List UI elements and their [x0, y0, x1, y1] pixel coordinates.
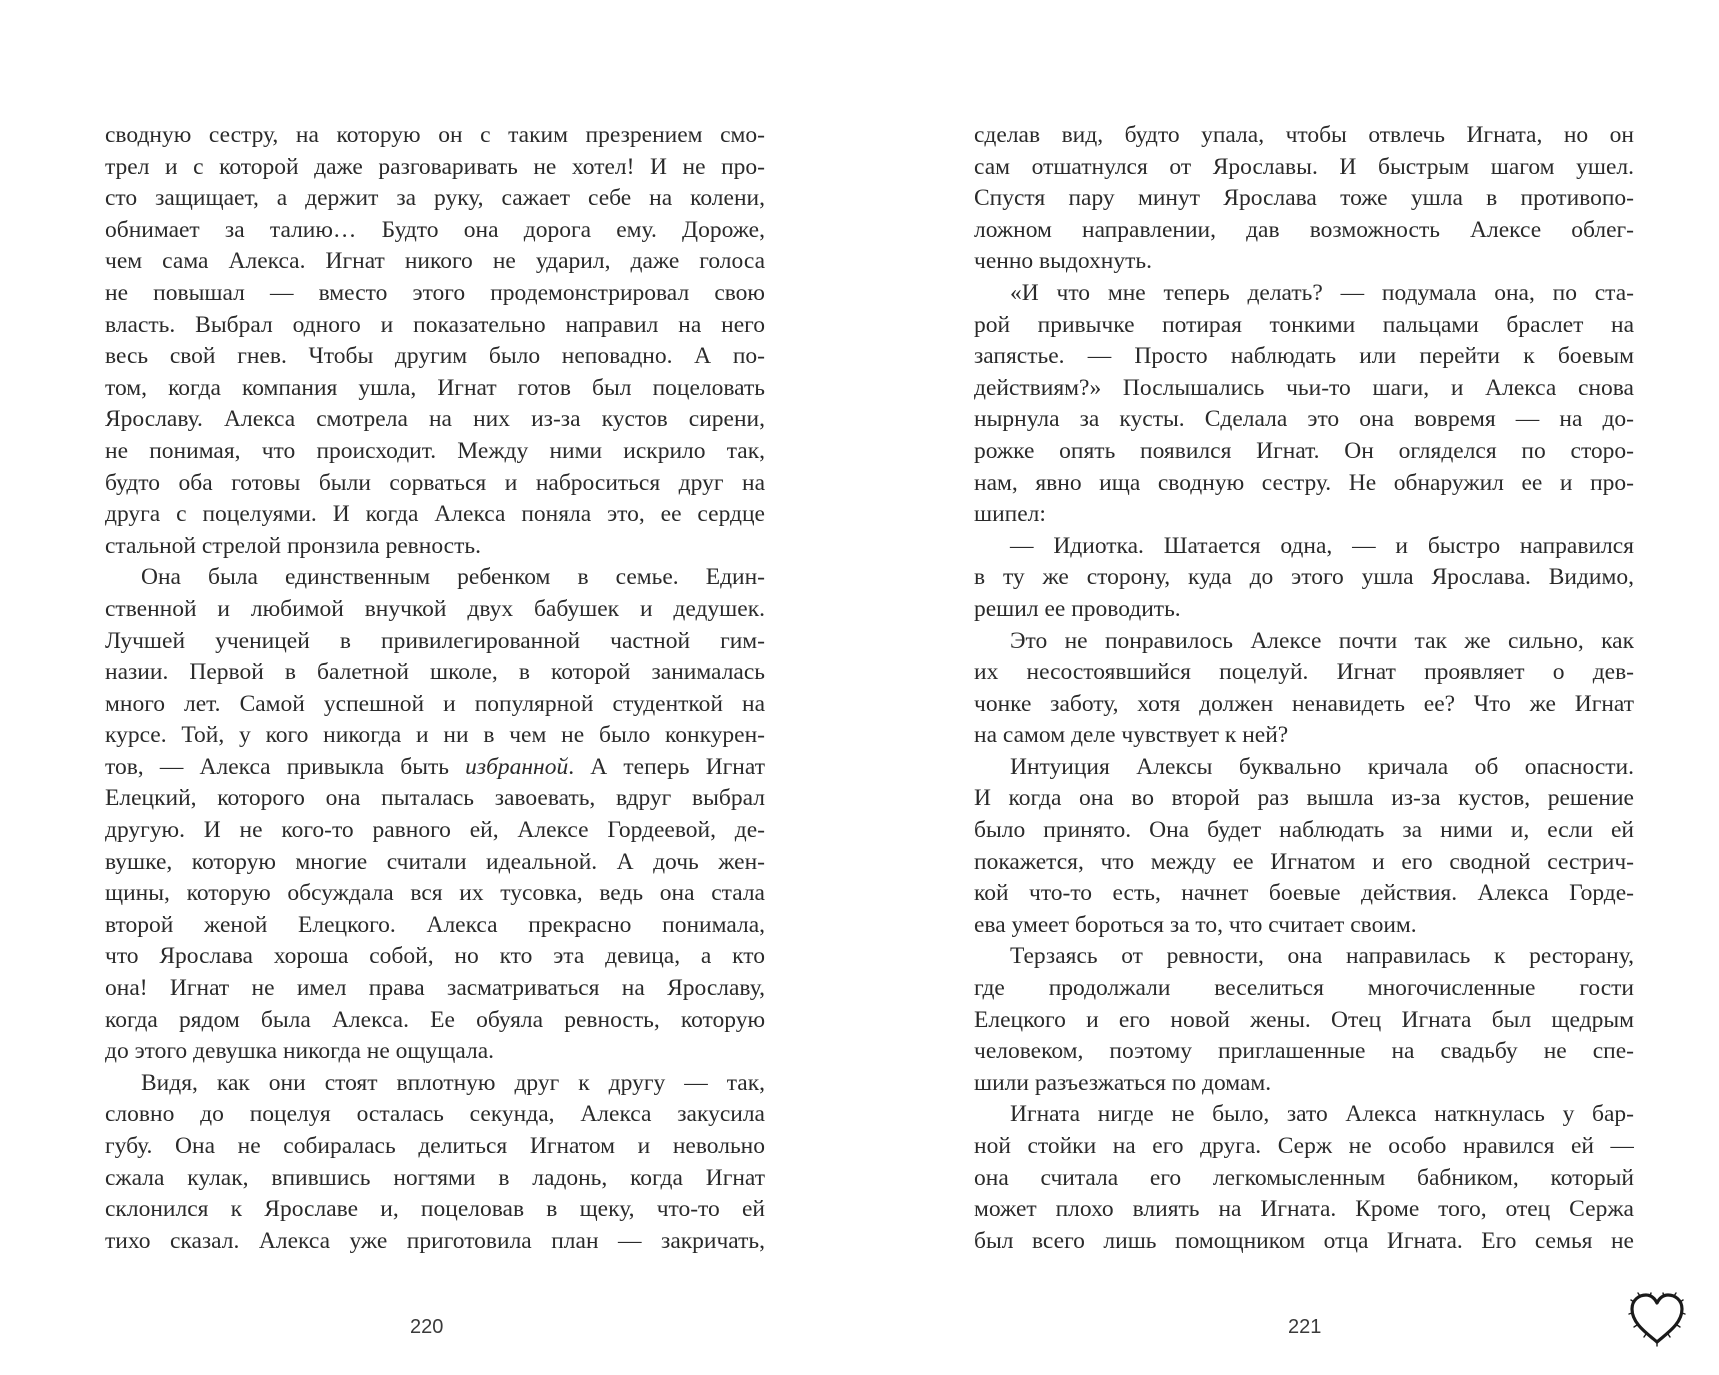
- text-line: назии. Первой в балетной школе, в которой занималась: [105, 659, 765, 686]
- text-line: запястье. — Просто наблюдать или перейти к боевым: [974, 343, 1634, 370]
- text-line: Елецкий, которого она пыталась завоевать, вдруг выбрал: [105, 785, 765, 812]
- text-line: Игната нигде не было, зато Алекса наткнулась у бар-: [1010, 1101, 1634, 1128]
- text-line: Она была единственным ребенком в семье. Един-: [141, 564, 765, 591]
- text-line: что Ярослава хороша собой, но кто эта девица, а кто: [105, 943, 765, 970]
- text-line: друга с поцелуями. И когда Алекса поняла это, ее сердце: [105, 501, 765, 528]
- text-line: нырнула за кусты. Сделала это она вовремя — на до-: [974, 406, 1634, 433]
- text-line: шили разъезжаться по домам.: [974, 1069, 1272, 1096]
- text-line: курсе. Той, у кого никогда и ни в чем не было конкурен-: [105, 722, 765, 749]
- text-line: где продолжали веселиться многочисленные гости: [974, 975, 1634, 1002]
- text-line: вушке, которую многие считали идеальной. А дочь жен-: [105, 848, 765, 875]
- text-line: ева умеет бороться за то, что считает своим.: [974, 911, 1417, 938]
- text-line: рожке опять появился Игнат. Он огляделся по сторо-: [974, 437, 1634, 464]
- text-line: их несостоявшийся поцелуй. Игнат проявляет о дев-: [974, 659, 1634, 686]
- right-page-text: [974, 120, 1634, 1257]
- text-line: щины, которую обсуждала вся их тусовка, ведь она стала: [105, 880, 765, 907]
- text-line: действиям?» Послышались чьи-то шаги, и Алекса снова: [974, 374, 1634, 401]
- text-line: обнимает за талию… Будто она дорога ему. Дороже,: [105, 216, 765, 243]
- text-line: она! Игнат не имел права засматриваться на Ярославу,: [105, 975, 765, 1002]
- text-line: Видя, как они стоят вплотную друг к другу — так,: [141, 1069, 765, 1096]
- text-line: чонке заботу, хотя должен ненавидеть ее? Что же Игнат: [974, 690, 1634, 717]
- text-line: шипел:: [974, 501, 1046, 528]
- text-line: ственной и любимой внучкой двух бабушек и дедушек.: [105, 595, 765, 622]
- text-line: рой привычке потирая тонкими пальцами браслет на: [974, 311, 1634, 338]
- right-page: [860, 0, 1719, 1375]
- text-line: был всего лишь помощником отца Игната. Его семья не: [974, 1227, 1634, 1254]
- text-line: том, когда компания ушла, Игнат готов был поцеловать: [105, 374, 765, 401]
- page-number: 220: [410, 1316, 444, 1338]
- text-line: покажется, что между ее Игнатом и его сводной сестрич-: [974, 848, 1634, 875]
- text-line: Лучшей ученицей в привилегированной частной гим-: [105, 627, 765, 654]
- text-line: в ту же сторону, куда до этого ушла Ярослава. Видимо,: [974, 564, 1634, 591]
- text-line: Это не понравилось Алексе почти так же сильно, как: [1010, 627, 1634, 654]
- text-line: до этого девушка никогда не ощущала.: [105, 1038, 495, 1065]
- text-line: не повышал — вместо этого продемонстрировал свою: [105, 279, 765, 306]
- text-line: второй женой Елецкого. Алекса прекрасно понимала,: [105, 911, 765, 938]
- text-line: сто защищает, а держит за руку, сажает себе на колени,: [105, 185, 765, 212]
- text-line: Елецкого и его новой жены. Отец Игната был щедрым: [974, 1006, 1634, 1033]
- text-line: чем сама Алекса. Игнат никого не ударил, даже голоса: [105, 248, 765, 275]
- text-line: нам, явно ища сводную сестру. Не обнаружил ее и про-: [974, 469, 1634, 496]
- text-line: Ярославу. Алекса смотрела на них из-за кустов сирени,: [105, 406, 765, 433]
- text-line: может плохо влиять на Игната. Кроме того, отец Сержа: [974, 1196, 1634, 1223]
- text-line: весь свой гнев. Чтобы другим было неповадно. А по-: [105, 343, 765, 370]
- text-line: «И что мне теперь делать? — подумала она, по ста-: [1010, 279, 1634, 306]
- text-line: было принято. Она будет наблюдать за ними и, если ей: [974, 817, 1634, 844]
- text-line: она считала его легкомысленным бабником, который: [974, 1164, 1634, 1191]
- text-line: трел и с которой даже разговаривать не хотел! И не про-: [105, 153, 765, 180]
- text-line: власть. Выбрал одного и показательно направил на него: [105, 311, 765, 338]
- text-line: Интуиция Алексы буквально кричала об опасности.: [1010, 753, 1634, 780]
- text-line: человеком, поэтому приглашенные на свадьбу не спе-: [974, 1038, 1634, 1065]
- text-line: будто оба готовы были сорваться и наброситься друг на: [105, 469, 765, 496]
- text-line: сделав вид, будто упала, чтобы отвлечь Игната, но он: [974, 122, 1634, 148]
- text-line: ченно выдохнуть.: [974, 248, 1152, 275]
- text-line: [105, 752, 765, 784]
- text-segment: . А теперь Игнат: [568, 753, 765, 780]
- text-line: сводную сестру, на которую он с таким презрением смо-: [105, 122, 765, 148]
- text-line: И когда она во второй раз вышла из-за кустов, решение: [974, 785, 1634, 812]
- heart-outline-icon: [1626, 1288, 1688, 1350]
- text-line: сжала кулак, впившись ногтями в ладонь, когда Игнат: [105, 1164, 765, 1191]
- page-number: 221: [1288, 1316, 1322, 1338]
- italic-word: избранной: [465, 753, 569, 780]
- text-line: Терзаясь от ревности, она направилась к ресторану,: [1010, 943, 1634, 970]
- text-line: кой что-то есть, начнет боевые действия. Алекса Горде-: [974, 880, 1634, 907]
- text-line: ной стойки на его друга. Серж не особо нравился ей —: [974, 1133, 1634, 1159]
- text-line: сам отшатнулся от Ярославы. И быстрым шагом ушел.: [974, 153, 1634, 180]
- text-line: стальной стрелой пронзила ревность.: [105, 532, 481, 559]
- text-line: не понимая, что происходит. Между ними искрило так,: [105, 437, 765, 464]
- text-line: другую. И не кого-то равного ей, Алексе Гордеевой, де-: [105, 817, 765, 844]
- text-line: много лет. Самой успешной и популярной студенткой на: [105, 690, 765, 717]
- text-line: Спустя пару минут Ярослава тоже ушла в противопо-: [974, 185, 1634, 212]
- text-line: тихо сказал. Алекса уже приготовила план — закричать,: [105, 1227, 765, 1254]
- text-line: словно до поцелуя осталась секунда, Алекса закусила: [105, 1101, 765, 1128]
- text-line: решил ее проводить.: [974, 595, 1181, 622]
- left-page-text: [105, 120, 765, 1257]
- text-line: — Идиотка. Шатается одна, — и быстро направился: [1010, 532, 1634, 559]
- text-line: губу. Она не собиралась делиться Игнатом и невольно: [105, 1133, 765, 1159]
- text-line: когда рядом была Алекса. Ее обуяла ревность, которую: [105, 1006, 765, 1033]
- text-line: склонился к Ярославе и, поцеловав в щеку, что-то ей: [105, 1196, 765, 1223]
- text-segment: тов, — Алекса привыкла быть: [105, 753, 466, 780]
- text-line: ложном направлении, дав возможность Алексе облег-: [974, 216, 1634, 243]
- text-line: на самом деле чувствует к ней?: [974, 722, 1289, 749]
